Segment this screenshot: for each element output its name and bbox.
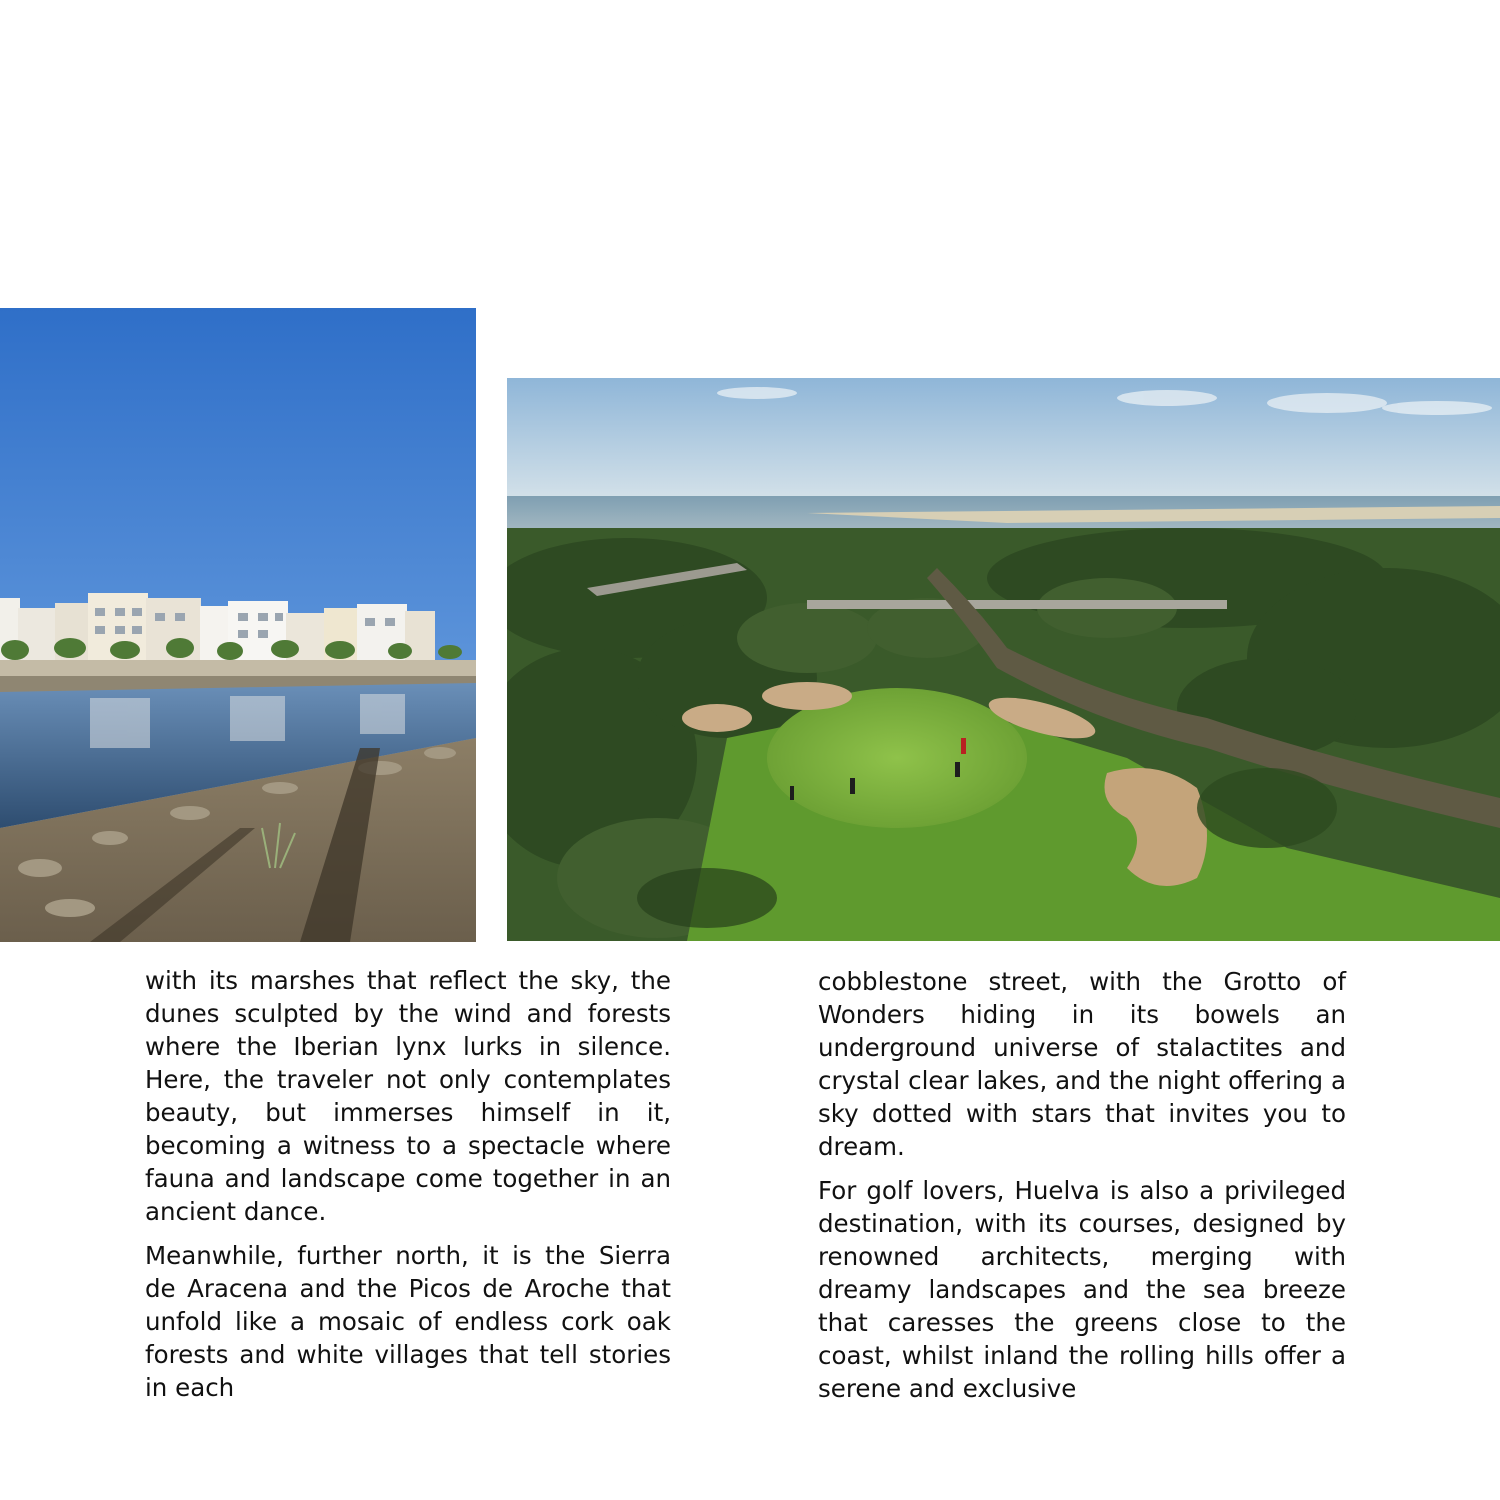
- text-column-right: [818, 965, 1346, 1416]
- paragraph: For golf lovers, Huelva is also a privileged destination, with its courses, designed by renowned architects, merging with dreamy landscapes and the sea breeze that caresses the greens close to the coast, whilst inland the rolling hills offer a serene and exclusive: [818, 1176, 1346, 1403]
- paragraph: Meanwhile, further north, it is the Sierra de Aracena and the Picos de Aroche that unfold like a mosaic of endless cork oak forests and white villages that tell stories in each: [145, 1241, 671, 1402]
- riverfront-photo-image: [0, 308, 476, 942]
- golf-course-photo-image: [507, 378, 1500, 941]
- paragraph: cobblestone street, with the Grotto of Wonders hiding in its bowels an underground universe of stalactites and crystal clear lakes, and the night offering a sky dotted with stars that invites you to dream.: [818, 967, 1346, 1161]
- paragraph: with its marshes that reflect the sky, the dunes sculpted by the wind and forests where the Iberian lynx lurks in silence. Here, the traveler not only contemplates beauty, but immerses himself in it, becoming a witness to a spectacle where fauna and landscape come together in an ancient dance.: [145, 966, 671, 1226]
- riverfront-photo: [0, 308, 476, 942]
- text-column-left: [145, 964, 671, 1415]
- golf-course-photo: [507, 378, 1500, 941]
